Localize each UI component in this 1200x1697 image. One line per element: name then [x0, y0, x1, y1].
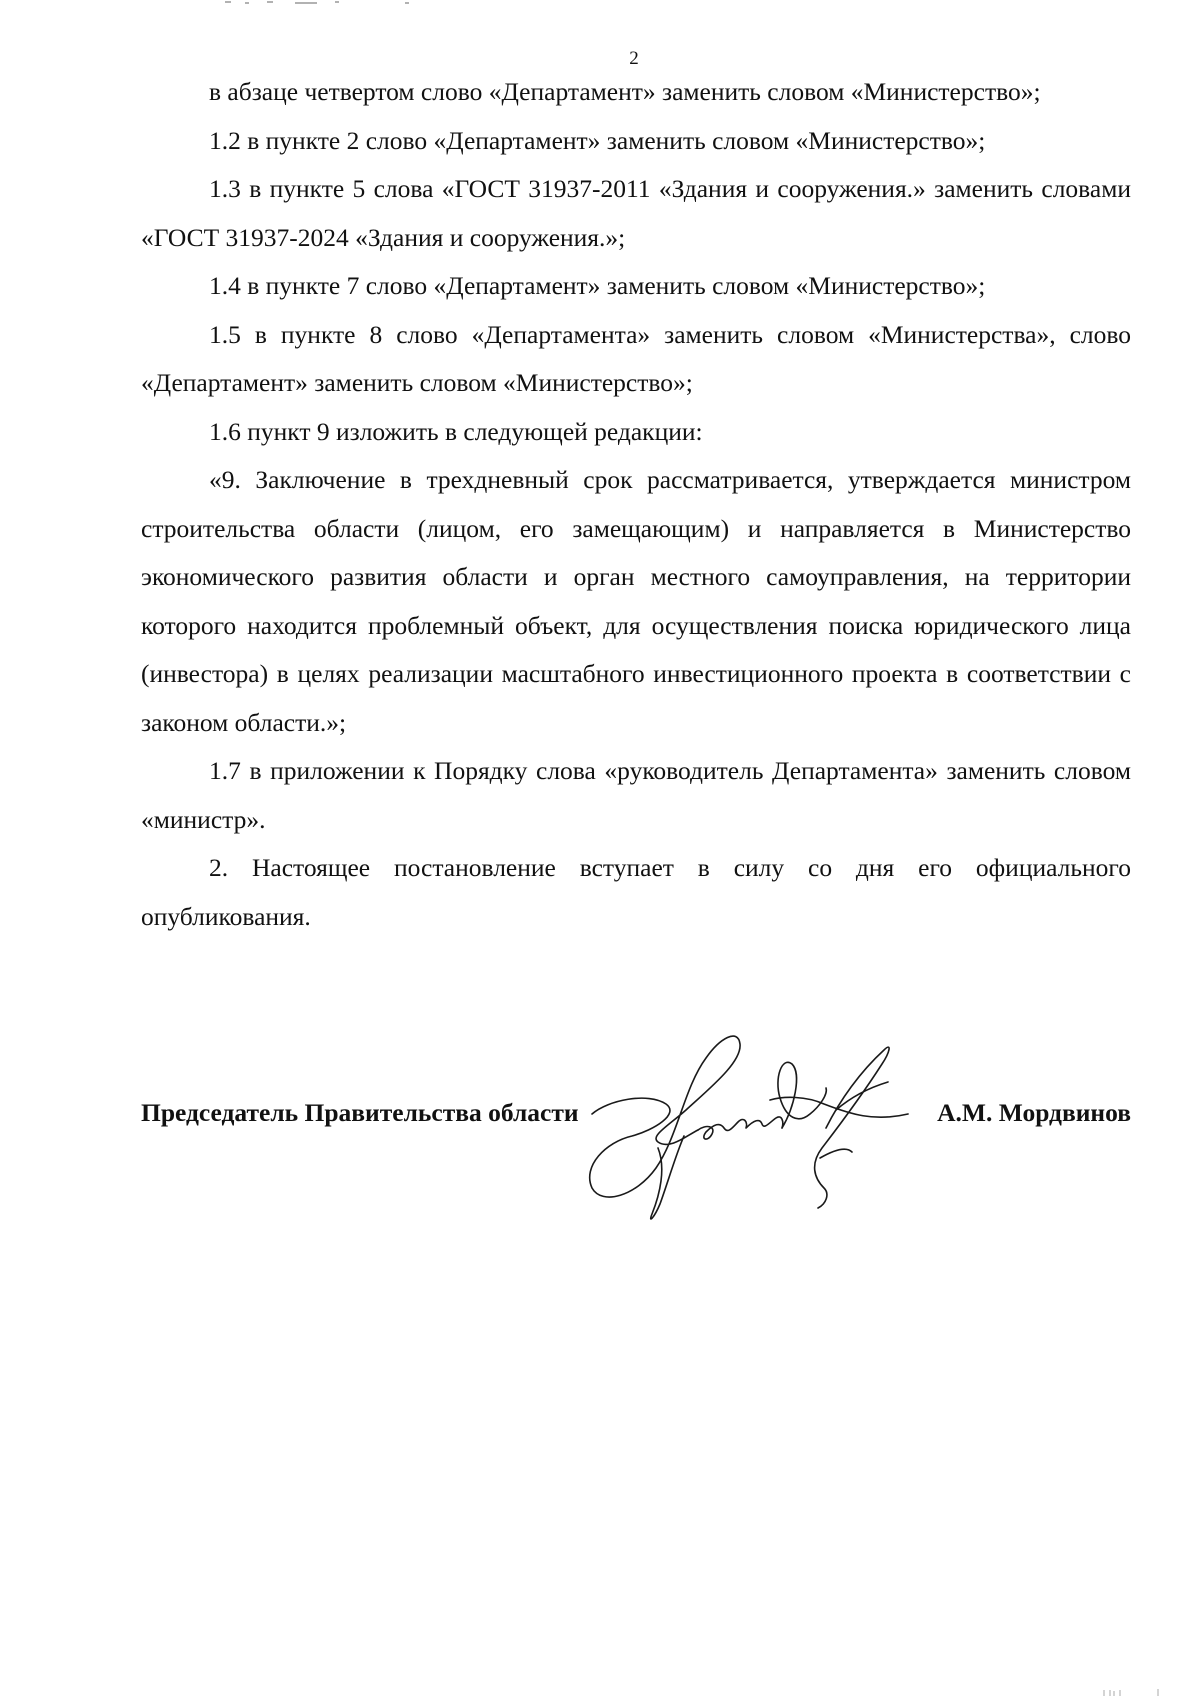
signatory-name: А.М. Мордвинов — [937, 1098, 1131, 1127]
handwritten-signature — [588, 1018, 948, 1228]
paragraph-2-effective-date: 2. Настоящее постановление вступает в силу со дня его официального опубликования. — [141, 853, 1131, 931]
paragraph-1-2: 1.2 в пункте 2 слово «Департамент» заменить словом «Министерство»; — [209, 125, 986, 155]
paragraph-1-4: 1.4 в пункте 7 слово «Департамент» заменить словом «Министерство»; — [209, 271, 986, 300]
page-number: 2 — [629, 48, 639, 69]
paragraph-1-5: 1.5 в пункте 8 слово «Департамента» заменить словом «Министерства», слово «Департамент» заменить словом «Министерство»; — [141, 319, 1131, 397]
paragraph-1-6: 1.6 пункт 9 изложить в следующей редакции: — [209, 416, 703, 446]
document-body — [141, 68, 1131, 941]
scan-artifact-top — [225, 0, 465, 6]
paragraph-1-7: 1.7 в приложении к Порядку слова «руководитель Департамента» заменить словом «министр». — [141, 756, 1131, 834]
paragraph-1-3: 1.3 в пункте 5 слова «ГОСТ 31937-2011 «Здания и сооружения.» заменить словами «ГОСТ 31937-2024 «Здания и сооружения.»; — [141, 174, 1131, 252]
paragraph-point-9-text: «9. Заключение в трехдневный срок рассматривается, утверждается министром строительства области (лицом, его замещающим) и направляется в Министерство экономического развития области и орган местного самоуправления, на территории которого находится проблемный объект, для осуществления поиска юридического лица (инвестора) в целях реализации масштабного инвестиционного проекта в соответствии с законом области.»; — [141, 465, 1131, 737]
paragraph-paragraph4-replacement: в абзаце четвертом слово «Департамент» заменить словом «Министерство»; — [209, 77, 1041, 106]
signatory-title: Председатель Правительства области — [141, 1098, 579, 1127]
scan-artifact-bottom — [1100, 1688, 1180, 1697]
